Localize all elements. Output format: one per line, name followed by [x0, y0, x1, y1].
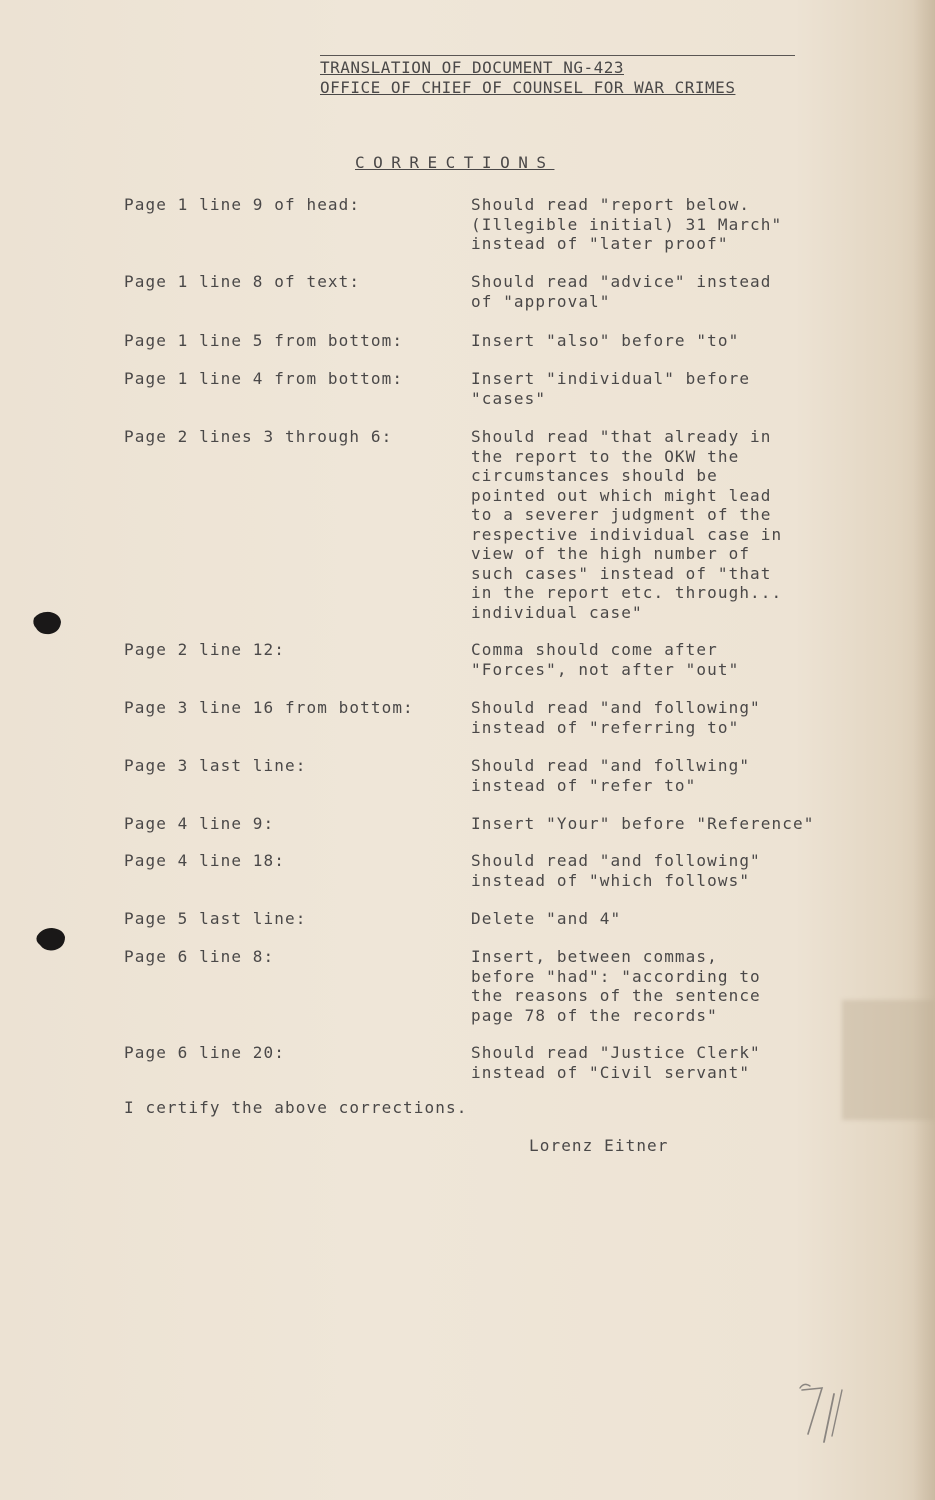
header-rule	[320, 55, 795, 56]
punch-hole-top	[30, 608, 64, 638]
correction-text: Insert "Your" before "Reference"	[471, 814, 815, 833]
correction-text: Insert "also" before "to"	[471, 331, 740, 350]
correction-reference: Page 6 line 20:	[124, 1043, 285, 1062]
correction-reference: Page 3 last line:	[124, 756, 307, 775]
certification-statement: I certify the above corrections.	[124, 1098, 468, 1117]
correction-reference: Page 1 line 4 from bottom:	[124, 369, 404, 388]
correction-reference: Page 5 last line:	[124, 909, 307, 928]
punch-hole-bottom	[34, 924, 68, 954]
paper-edge-shadow	[913, 0, 935, 1500]
header-title-line: TRANSLATION OF DOCUMENT NG-423	[320, 58, 624, 77]
correction-text: Should read "report below. (Illegible initial) 31 March" instead of "later proof"	[471, 195, 783, 253]
correction-text: Should read "and following" instead of "referring to"	[471, 698, 761, 737]
correction-text: Insert, between commas, before "had": "according to the reasons of the sentence page 78 of the records"	[471, 947, 761, 1025]
corrections-heading: CORRECTIONS	[355, 153, 555, 172]
translator-signature: Lorenz Eitner	[529, 1136, 669, 1155]
correction-text: Should read "Justice Clerk" instead of "Civil servant"	[471, 1043, 761, 1082]
header-office-line: OFFICE OF CHIEF OF COUNSEL FOR WAR CRIMES	[320, 78, 736, 97]
correction-reference: Page 1 line 5 from bottom:	[124, 331, 404, 350]
correction-reference: Page 6 line 8:	[124, 947, 275, 966]
correction-reference: Page 2 line 12:	[124, 640, 285, 659]
correction-text: Comma should come after "Forces", not after "out"	[471, 640, 740, 679]
correction-reference: Page 2 lines 3 through 6:	[124, 427, 393, 446]
correction-reference: Page 1 line 8 of text:	[124, 272, 361, 291]
correction-text: Should read "advice" instead of "approval"	[471, 272, 772, 311]
correction-reference: Page 3 line 16 from bottom:	[124, 698, 414, 717]
correction-reference: Page 4 line 9:	[124, 814, 275, 833]
correction-text: Insert "individual" before "cases"	[471, 369, 751, 408]
correction-reference: Page 4 line 18:	[124, 851, 285, 870]
correction-text: Delete "and 4"	[471, 909, 622, 928]
correction-reference: Page 1 line 9 of head:	[124, 195, 361, 214]
correction-text: Should read "and following" instead of "which follows"	[471, 851, 761, 890]
correction-text: Should read "that already in the report to the OKW the circumstances should be pointed out which might lead to a severer judgment of the respective individual case in view of the high number of such cases" instead of "that in the report etc. through... individual case"	[471, 427, 783, 622]
correction-text: Should read "and follwing" instead of "refer to"	[471, 756, 751, 795]
handwritten-page-number	[790, 1372, 860, 1452]
